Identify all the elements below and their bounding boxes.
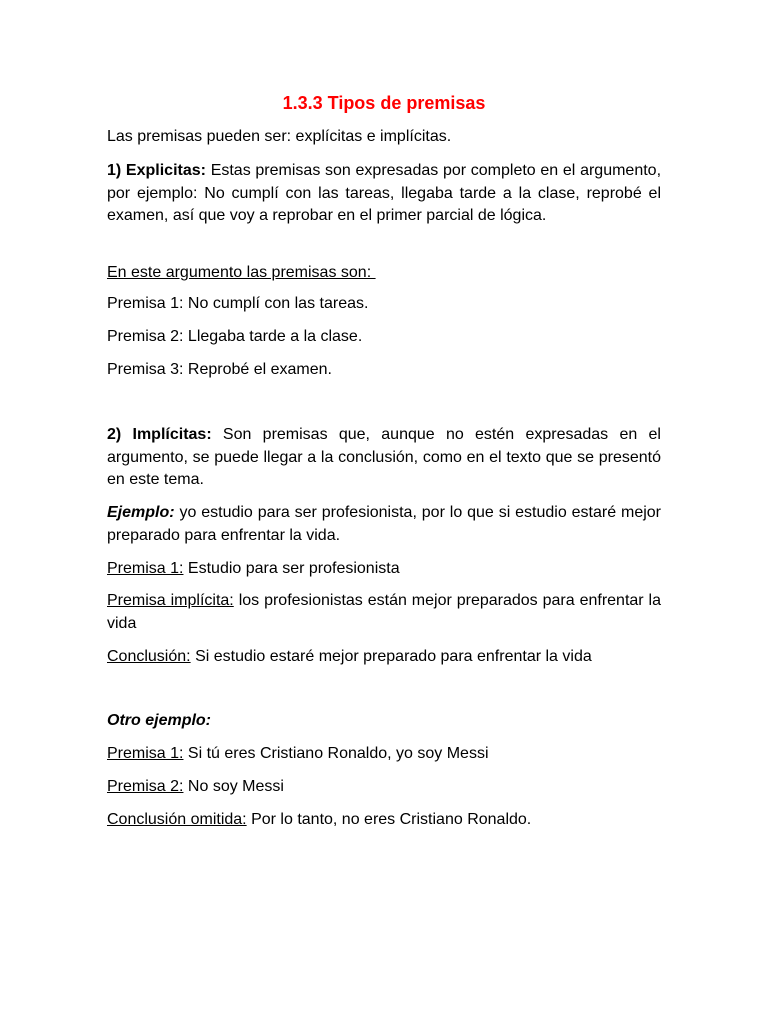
implicita-conclusion bbox=[107, 646, 661, 669]
implicitas-label: 2) Implícitas: bbox=[107, 426, 212, 443]
ejemplo-paragraph bbox=[107, 502, 661, 547]
implicita-premisa-1-text: Estudio para ser profesionista bbox=[187, 560, 400, 577]
premisas-list-header bbox=[107, 262, 661, 285]
otro-premisa-1 bbox=[107, 743, 661, 766]
otro-conclusion bbox=[107, 809, 661, 832]
intro-paragraph: Las premisas pueden ser: explícitas e implícitas. bbox=[107, 128, 452, 145]
ejemplo-label: Ejemplo: bbox=[107, 504, 175, 521]
implicitas-text: Son premisas que, aunque no estén expresadas en el argumento, se puede llegar a la conclusión, como en el texto que se presentó en este tema. bbox=[107, 426, 661, 488]
premisa-2-line: Premisa 2: Llegaba tarde a la clase. bbox=[107, 328, 363, 345]
premisa-3-line: Premisa 3: Reprobé el examen. bbox=[107, 361, 332, 378]
otro-premisa-2-label: Premisa 2: bbox=[107, 778, 184, 795]
implicita-premisa-1 bbox=[107, 558, 661, 581]
section-title: 1.3.3 Tipos de premisas bbox=[282, 93, 486, 113]
premisa-implicita-label: Premisa implícita: bbox=[107, 592, 234, 609]
otro-conclusion-text: Por lo tanto, no eres Cristiano Ronaldo. bbox=[251, 811, 532, 828]
otro-ejemplo-label: Otro ejemplo: bbox=[107, 712, 212, 729]
otro-premisa-2-text: No soy Messi bbox=[187, 778, 284, 795]
explicitas-label: 1) Explicitas: bbox=[107, 162, 206, 179]
explicitas-text: Estas premisas son expresadas por completo en el argumento, por ejemplo: No cumplí con las tareas, llegaba tarde a la clase, reprobé el examen, así que voy a reprobar en el primer parcial de lógica. bbox=[107, 162, 662, 224]
otro-premisa-1-text: Si tú eres Cristiano Ronaldo, yo soy Messi bbox=[187, 745, 489, 762]
premisa-1-line: Premisa 1: No cumplí con las tareas. bbox=[107, 295, 369, 312]
ejemplo-text: yo estudio para ser profesionista, por lo que si estudio estaré mejor preparado para enfrentar la vida. bbox=[107, 504, 661, 544]
otro-premisa-1-label: Premisa 1: bbox=[107, 745, 184, 762]
otro-conclusion-label: Conclusión omitida: bbox=[107, 811, 247, 828]
premisa-implicita-text: los profesionistas están mejor preparados para enfrentar la vida bbox=[107, 592, 662, 632]
premisas-list-header-text: En este argumento las premisas son: bbox=[107, 264, 376, 281]
implicita-premisa-1-label: Premisa 1: bbox=[107, 560, 184, 577]
implicita-conclusion-text: Si estudio estaré mejor preparado para enfrentar la vida bbox=[195, 648, 592, 665]
premisa-implicita-paragraph bbox=[107, 590, 661, 635]
otro-ejemplo-heading bbox=[107, 710, 661, 733]
implicita-conclusion-label: Conclusión: bbox=[107, 648, 191, 665]
implicitas-paragraph bbox=[107, 424, 661, 492]
otro-premisa-2 bbox=[107, 776, 661, 799]
explicitas-paragraph bbox=[107, 160, 661, 228]
